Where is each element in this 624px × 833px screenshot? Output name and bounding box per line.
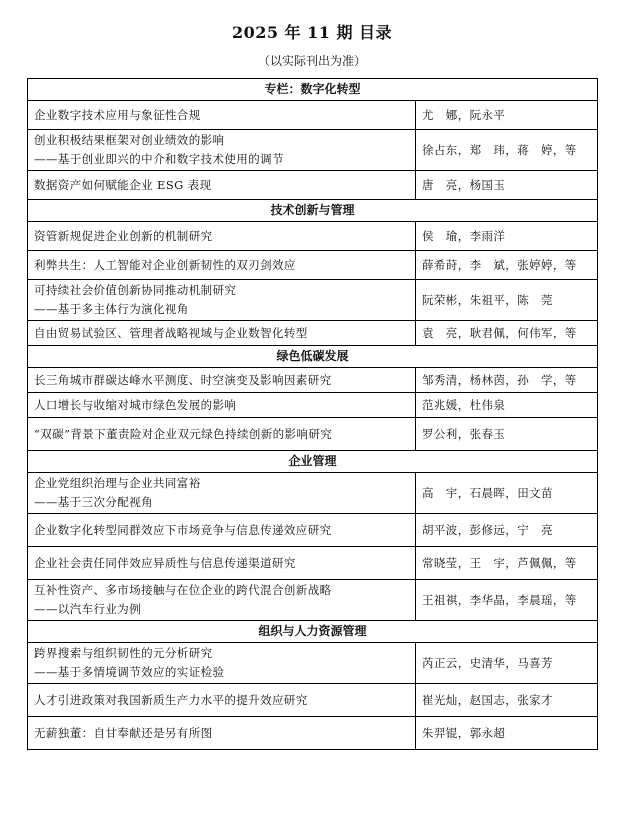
article-authors: 阮荣彬，朱祖平，陈 莞 bbox=[416, 280, 598, 321]
article-authors: 罗公利，张春玉 bbox=[416, 418, 598, 451]
article-title: 企业党组织治理与企业共同富裕 bbox=[34, 476, 201, 490]
article-title: 无薪独董：自甘奉献还是另有所图 bbox=[34, 725, 213, 740]
article-title: 人口增长与收缩对城市绿色发展的影响 bbox=[34, 397, 237, 412]
article-title-cell bbox=[28, 130, 416, 171]
article-row bbox=[28, 222, 598, 251]
article-subtitle: ——基于多情境调节效应的实证检验 bbox=[34, 665, 225, 679]
section-row bbox=[28, 346, 598, 368]
article-title: 企业社会责任同伴效应异质性与信息传递渠道研究 bbox=[34, 555, 296, 570]
article-title: 长三角城市群碳达峰水平测度、时空演变及影响因素研究 bbox=[34, 372, 332, 387]
article-subtitle: ——基于多主体行为演化视角 bbox=[34, 302, 189, 316]
article-row bbox=[28, 418, 598, 451]
article-title-cell bbox=[28, 418, 416, 451]
article-row bbox=[28, 717, 598, 750]
article-row bbox=[28, 643, 598, 684]
article-title: “双碳”背景下董责险对企业双元绿色持续创新的影响研究 bbox=[34, 426, 333, 441]
article-authors: 尤 娜，阮永平 bbox=[416, 101, 598, 130]
article-title-cell bbox=[28, 684, 416, 717]
article-title: 数据资产如何赋能企业 ESG 表现 bbox=[34, 177, 212, 192]
article-row bbox=[28, 280, 598, 321]
article-title: 利弊共生：人工智能对企业创新韧性的双刃剑效应 bbox=[34, 257, 296, 272]
article-authors: 邹秀清，杨林茵，孙 学，等 bbox=[416, 368, 598, 393]
article-authors: 范兆媛，杜伟泉 bbox=[416, 393, 598, 418]
article-title: 企业数字技术应用与象征性合规 bbox=[34, 107, 201, 122]
table-of-contents bbox=[27, 78, 598, 750]
article-title-cell bbox=[28, 368, 416, 393]
article-authors: 常晓莹，王 宇，芦佩佩，等 bbox=[416, 547, 598, 580]
article-authors: 王祖祺，李华晶，李晨瑶，等 bbox=[416, 580, 598, 621]
article-authors: 崔光灿，赵国志，张家才 bbox=[416, 684, 598, 717]
article-title-cell bbox=[28, 222, 416, 251]
section-heading: 组织与人力资源管理 bbox=[28, 621, 598, 643]
article-authors: 胡平波，彭修远，宁 亮 bbox=[416, 514, 598, 547]
article-row bbox=[28, 171, 598, 200]
article-authors: 侯 瑜，李雨洋 bbox=[416, 222, 598, 251]
article-title: 互补性资产、多市场接触与在位企业的跨代混合创新战略 bbox=[34, 583, 332, 597]
article-subtitle: ——以汽车行业为例 bbox=[34, 602, 142, 616]
article-title: 人才引进政策对我国新质生产力水平的提升效应研究 bbox=[34, 692, 308, 707]
page-subtitle: （以实际刊出为准） bbox=[257, 54, 366, 68]
article-row bbox=[28, 547, 598, 580]
article-title-cell bbox=[28, 717, 416, 750]
article-row bbox=[28, 368, 598, 393]
article-title: 自由贸易试验区、管理者战略视域与企业数智化转型 bbox=[34, 325, 308, 340]
article-row bbox=[28, 473, 598, 514]
article-subtitle: ——基于创业即兴的中介和数字技术使用的调节 bbox=[34, 152, 284, 166]
article-title-cell bbox=[28, 473, 416, 514]
article-title-cell bbox=[28, 280, 416, 321]
section-heading: 企业管理 bbox=[28, 451, 598, 473]
section-heading: 技术创新与管理 bbox=[28, 200, 598, 222]
article-title: 可持续社会价值创新协同推动机制研究 bbox=[34, 283, 237, 297]
article-title: 资管新规促进企业创新的机制研究 bbox=[34, 228, 213, 243]
article-title-cell bbox=[28, 101, 416, 130]
article-title-cell bbox=[28, 547, 416, 580]
article-title-cell bbox=[28, 393, 416, 418]
section-row bbox=[28, 621, 598, 643]
section-row bbox=[28, 451, 598, 473]
section-row bbox=[28, 200, 598, 222]
article-row bbox=[28, 251, 598, 280]
article-row bbox=[28, 101, 598, 130]
article-subtitle: ——基于三次分配视角 bbox=[34, 495, 153, 509]
article-authors: 唐 亮，杨国玉 bbox=[416, 171, 598, 200]
article-title: 创业积极结果框架对创业绩效的影响 bbox=[34, 133, 225, 147]
article-title-cell bbox=[28, 251, 416, 280]
article-title: 跨界搜索与组织韧性的元分析研究 bbox=[34, 646, 213, 660]
article-authors: 高 宇，石晨晖，田文苗 bbox=[416, 473, 598, 514]
article-title-cell bbox=[28, 580, 416, 621]
article-row bbox=[28, 684, 598, 717]
article-row bbox=[28, 580, 598, 621]
article-row bbox=[28, 393, 598, 418]
article-authors: 袁 亮，耿君佩，何伟军，等 bbox=[416, 321, 598, 346]
section-heading: 专栏：数字化转型 bbox=[28, 79, 598, 101]
article-title: 企业数字化转型同群效应下市场竞争与信息传递效应研究 bbox=[34, 522, 332, 537]
article-title-cell bbox=[28, 171, 416, 200]
article-title-cell bbox=[28, 514, 416, 547]
article-authors: 朱羿锟，郭永超 bbox=[416, 717, 598, 750]
article-row bbox=[28, 514, 598, 547]
article-row bbox=[28, 321, 598, 346]
article-row bbox=[28, 130, 598, 171]
section-row bbox=[28, 79, 598, 101]
article-authors: 芮正云，史清华，马喜芳 bbox=[416, 643, 598, 684]
page-title: 2025 年 11 期 目录 bbox=[231, 23, 393, 42]
section-heading: 绿色低碳发展 bbox=[28, 346, 598, 368]
article-title-cell bbox=[28, 643, 416, 684]
article-authors: 薛希莳，李 斌，张婷婷，等 bbox=[416, 251, 598, 280]
article-authors: 徐占东，郑 玮，蒋 婷，等 bbox=[416, 130, 598, 171]
article-title-cell bbox=[28, 321, 416, 346]
